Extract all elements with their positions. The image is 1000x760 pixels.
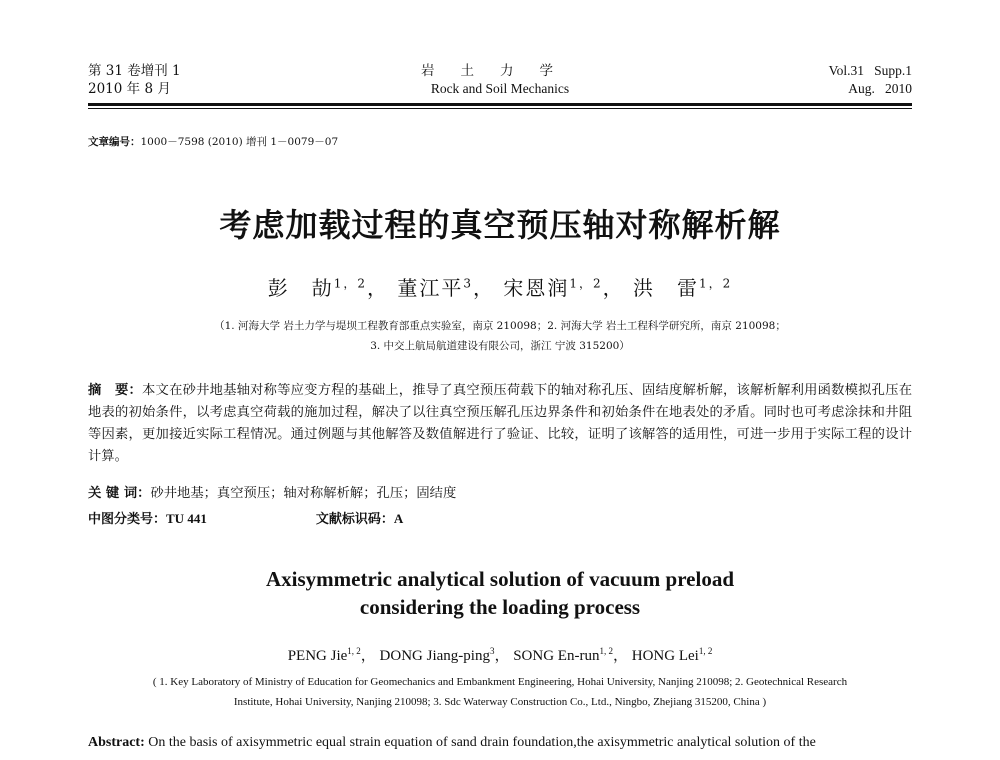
doc-code-value: A <box>393 511 404 526</box>
header-rule-thick <box>88 103 912 106</box>
affiliation-cn-line1: （1. 河海大学 岩土力学与堤坝工程教育部重点实验室，南京 210098；2. 河海大学 岩土工程科学研究所，南京 210098； <box>214 320 786 332</box>
affiliation-en-line2: Institute, Hohai University, Nanjing 210098; 3. Sdc Waterway Construction Co., Ltd., Ningbo, Zhejiang 315200, China ) <box>233 696 767 708</box>
clc-value: TU 441 <box>166 511 207 526</box>
author-en: SONG En-run$^{1, 2}$， <box>513 646 628 664</box>
header-rule-thin <box>88 108 912 109</box>
affiliation-cn-line2: 3. 中交上航局航道建设有限公司，浙江 宁波 315200） <box>370 340 630 352</box>
journal-volume-en: Vol.31 Supp.1 <box>828 63 912 78</box>
author-en: DONG Jiang-ping$^3$， <box>379 646 510 664</box>
article-number-value: 1000－7598 (2010) 增刊 1－0079－07 <box>140 136 339 148</box>
abstract-cn <box>88 380 912 468</box>
abstract-cn-label: 摘 要： <box>88 383 143 398</box>
author-cn: 彭 劼$^{1,2}$， <box>267 276 389 300</box>
doc-code-label: 文献标识码： <box>315 512 394 527</box>
article-number-label: 文章编号： <box>88 136 141 148</box>
author-en: PENG Jie$^{1, 2}$， <box>287 646 376 664</box>
title-en-line1: Axisymmetric analytical solution of vacuum preload <box>265 567 734 591</box>
keywords-cn <box>88 482 912 501</box>
author-cn: 宋恩润$^{1,2}$， <box>503 276 625 300</box>
article-number <box>88 134 338 149</box>
title-en <box>0 565 1000 621</box>
keywords-cn-text: 砂井地基；真空预压；轴对称解析解；孔压；固结度 <box>150 486 457 501</box>
clc-label: 中图分类号： <box>88 512 167 527</box>
author-cn: 董江平$^3$， <box>397 276 495 300</box>
abstract-en <box>88 735 912 751</box>
title-en-line2: considering the loading process <box>359 595 641 619</box>
abstract-en-label: Abstract: <box>88 735 145 750</box>
abstract-en-text: On the basis of axisymmetric equal strain equation of sand drain foundation,the axisymmetric analytical solution of the <box>148 735 816 750</box>
journal-name-en: Rock and Soil Mechanics <box>430 81 570 96</box>
title-cn: 考虑加载过程的真空预压轴对称解析解 <box>219 206 781 244</box>
journal-issue-cn: 第 31 卷增刊 1 <box>88 63 181 79</box>
affiliation-en-line1: ( 1. Key Laboratory of Ministry of Education for Geomechanics and Embankment Engineering, Hohai University, Nanjing 210098; 2. Geotechnical Research <box>152 676 848 688</box>
author-en: HONG Lei$^{1, 2}$ <box>631 646 713 664</box>
keywords-cn-label: 关 键 词： <box>88 486 151 501</box>
authors-en <box>0 644 1000 665</box>
authors-cn <box>0 272 1000 301</box>
abstract-cn-text: 本文在砂井地基轴对称等应变方程的基础上，推导了真空预压荷载下的轴对称孔压、固结度解析解，该解析解利用函数模拟孔压在地表的初始条件，以考虑真空荷载的施加过程，解决了以往真空预压解孔压边界条件和初始条件在地表处的矛盾。同时也可考虑涂抹和井阻等因素，更加接近实际工程情况。通过例题与其他解答及数值解进行了验证、比较，证明了该解答的适用性，可进一步用于实际工程的设计计算。 <box>88 383 912 464</box>
journal-name-cn: 岩土力学 <box>421 63 579 79</box>
classification <box>88 508 912 527</box>
journal-date-en: Aug. 2010 <box>848 81 912 96</box>
author-cn: 洪 雷$^{1,2}$ <box>633 276 733 300</box>
journal-date-cn: 2010 年 8 月 <box>88 81 171 97</box>
